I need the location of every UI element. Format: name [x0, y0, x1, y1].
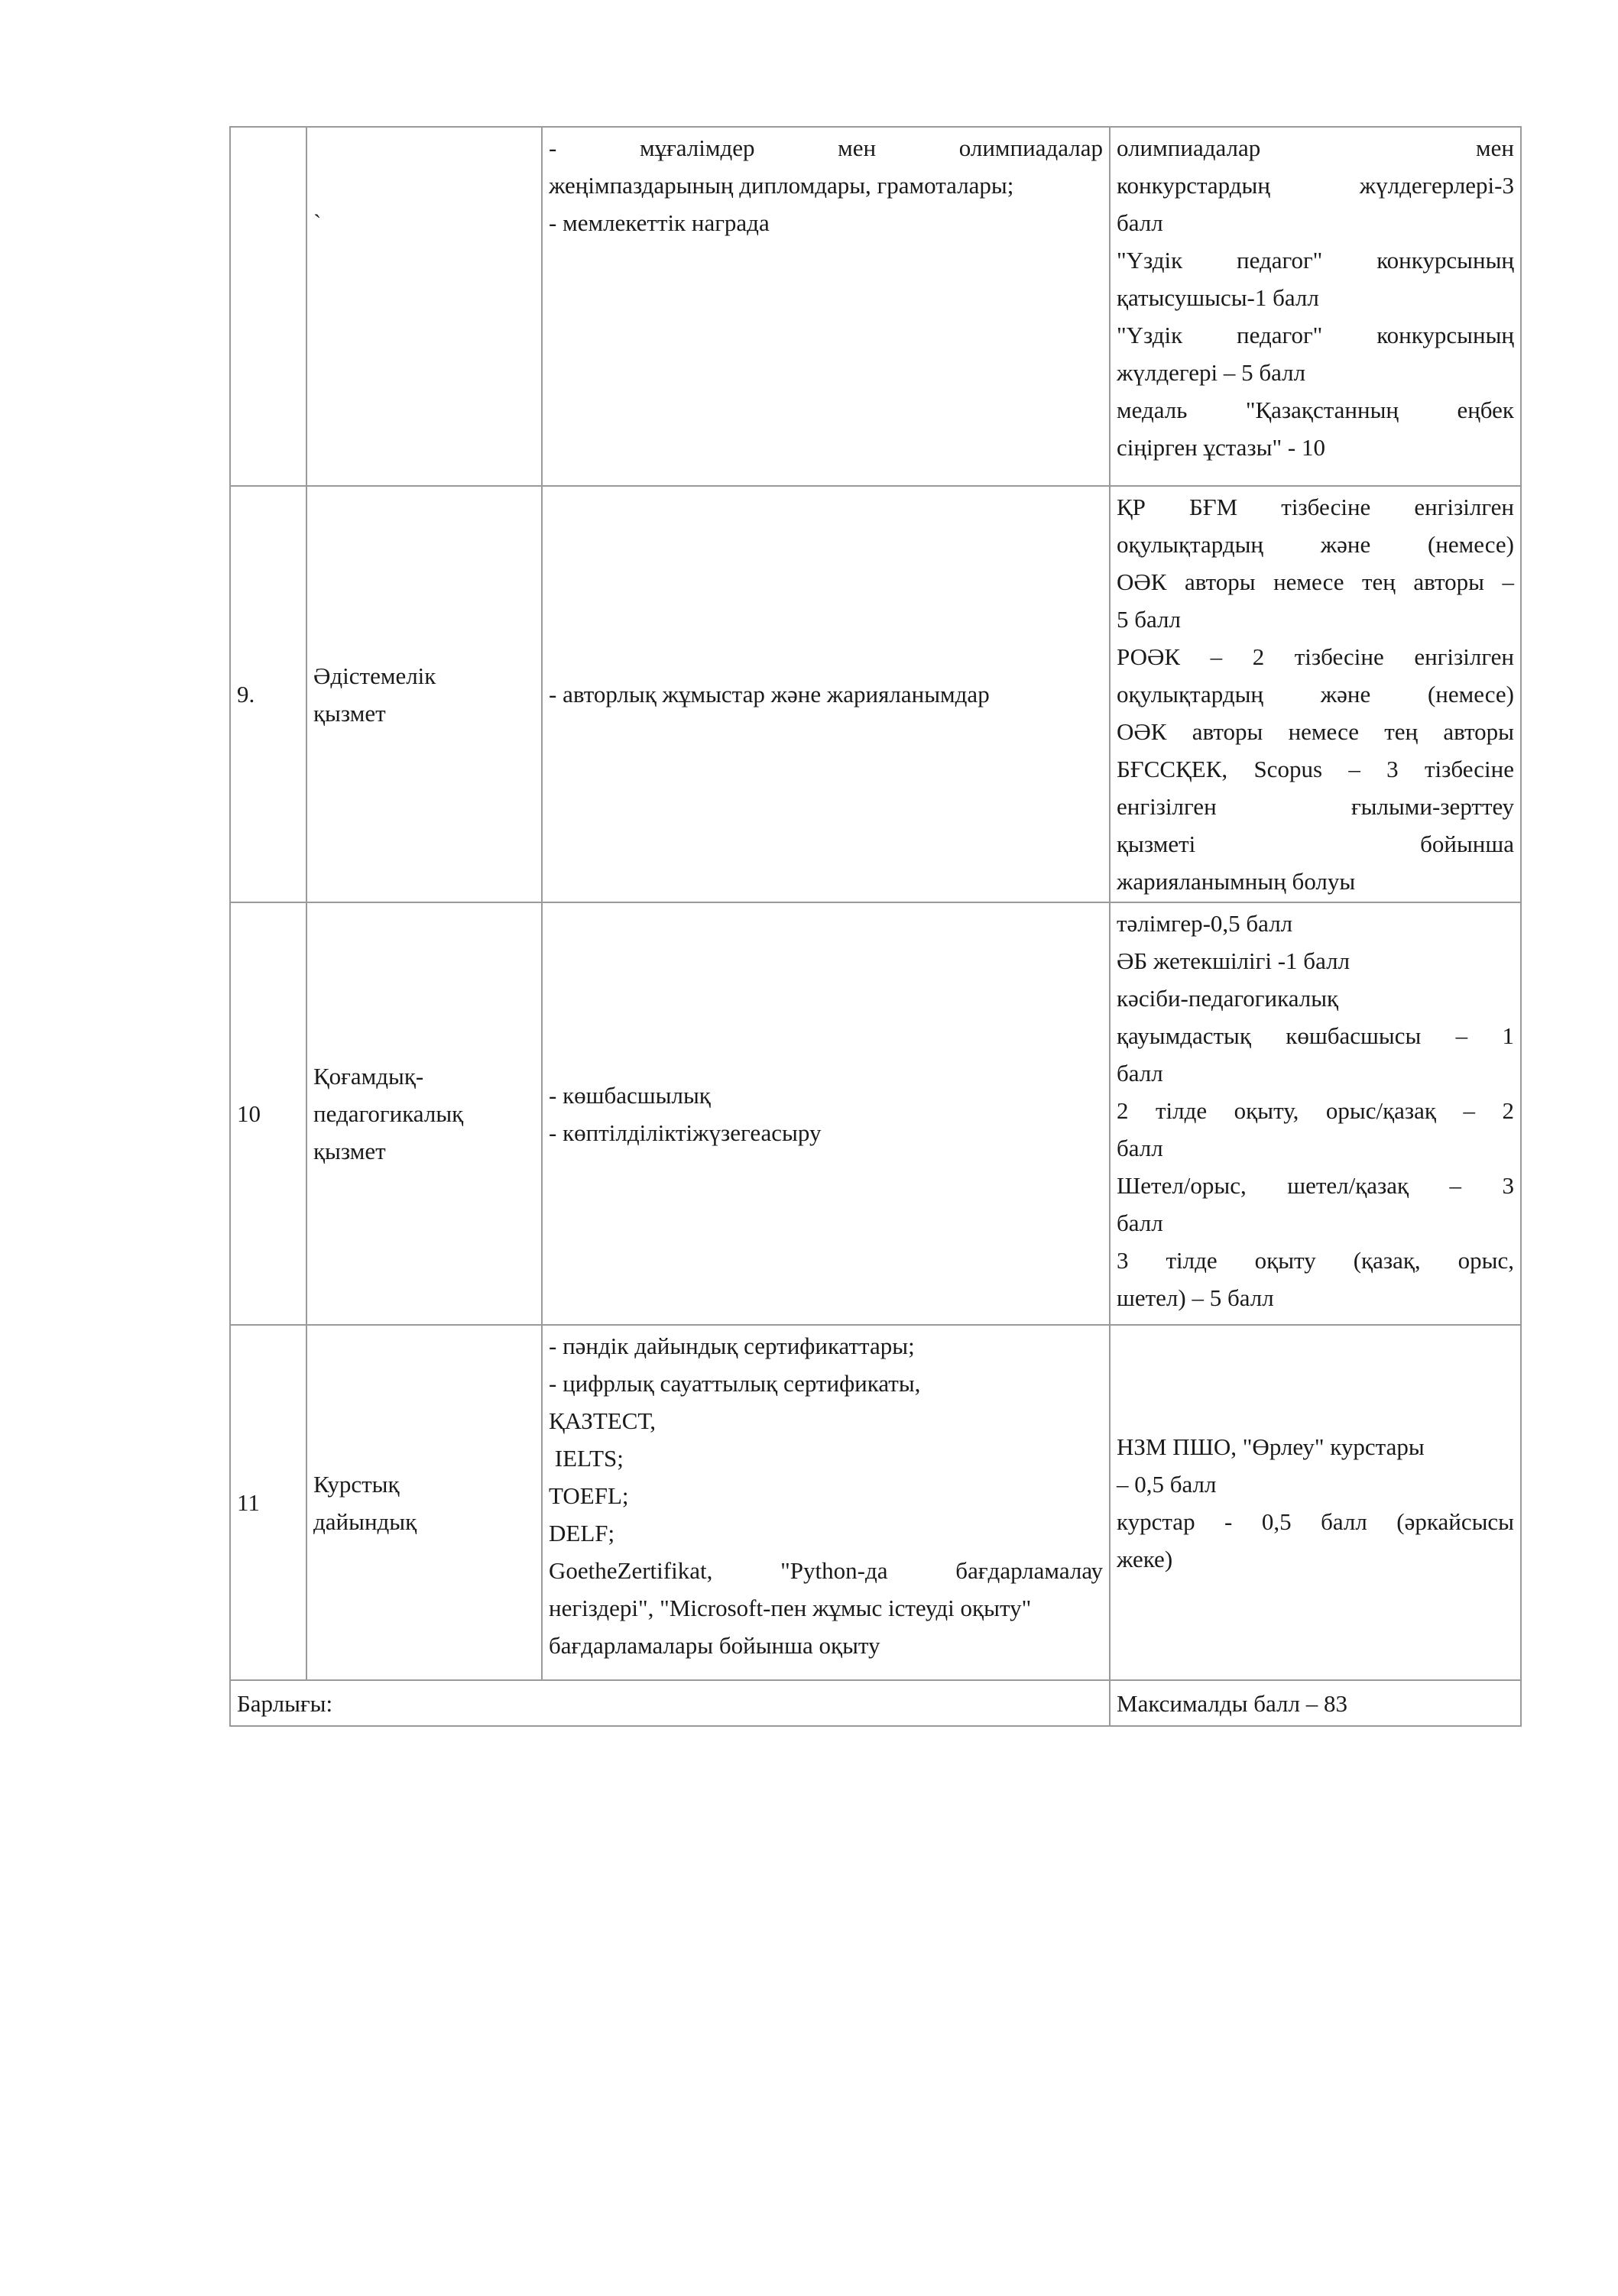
indicator-line: - мемлекеттік награда — [549, 209, 770, 236]
criterion-line: Әдістемелік — [313, 662, 436, 689]
points-line: олимпиадалар мен — [1117, 134, 1514, 161]
criterion-line: ` — [313, 209, 322, 236]
points-line: жарияланымның болуы — [1117, 868, 1356, 895]
points-line: 5 балл — [1117, 606, 1181, 633]
indicator-line: DELF; — [549, 1520, 615, 1546]
points-cell — [1110, 127, 1521, 486]
row-number: 10 — [237, 1100, 261, 1127]
points-line: ОӘК авторы немесе тең авторы — [1117, 718, 1514, 745]
points-line: қауымдастық көшбасшысы – 1 — [1117, 1022, 1514, 1049]
indicator-line: жеңімпаздарының дипломдары, грамоталары; — [549, 172, 1014, 199]
points-line: 3 тілде оқыту (қазақ, орыс, — [1117, 1247, 1514, 1274]
points-line: қатысушысы-1 балл — [1117, 284, 1319, 311]
points-line: балл — [1117, 1135, 1163, 1161]
indicator-line: - пәндік дайындық сертификаттары; — [549, 1333, 915, 1359]
indicators-cell — [542, 902, 1110, 1325]
row-number: 9. — [237, 681, 255, 708]
criterion-cell — [306, 902, 542, 1325]
criterion-line: педагогикалық — [313, 1100, 464, 1127]
points-line: "Үздік педагог" конкурсының — [1117, 322, 1514, 348]
points-line: БҒССҚЕК, Scopus – 3 тізбесіне — [1117, 756, 1514, 782]
indicator-line: - авторлық жұмыстар және жарияланымдар — [549, 681, 990, 708]
points-line: тәлімгер-0,5 балл — [1117, 910, 1293, 937]
indicator-line: бағдарламалары бойынша оқыту — [549, 1632, 880, 1659]
indicator-line: GoetheZertifikat, "Python-да бағдарламалау — [549, 1557, 1103, 1584]
criterion-line: Қоғамдық- — [313, 1063, 424, 1090]
points-line: қызметі бойынша — [1117, 831, 1514, 857]
table-row — [230, 486, 1521, 902]
points-line: балл — [1117, 1060, 1163, 1086]
indicator-line: - көптілділіктіжүзегеасыру — [549, 1119, 822, 1146]
criterion-cell — [306, 127, 542, 486]
indicators-cell — [542, 1325, 1110, 1680]
criterion-cell — [306, 1325, 542, 1680]
total-label: Барлығы: — [237, 1689, 333, 1717]
criterion-line: қызмет — [313, 699, 386, 727]
points-line: оқулықтардың және (немесе) — [1117, 531, 1514, 558]
criterion-cell — [306, 486, 542, 902]
points-line: курстар - 0,5 балл (әркайсысы — [1117, 1507, 1514, 1535]
points-line: РОӘК – 2 тізбесіне енгізілген — [1117, 643, 1514, 670]
criteria-table — [229, 126, 1522, 1727]
criterion-line: Курстық — [313, 1470, 400, 1498]
points-line: балл — [1117, 1210, 1163, 1236]
indicators-cell — [542, 486, 1110, 902]
table-row — [230, 1325, 1521, 1680]
points-line: медаль "Қазақстанның еңбек — [1117, 397, 1514, 423]
points-line: "Үздік педагог" конкурсының — [1117, 247, 1514, 274]
criterion-line: қызмет — [313, 1138, 386, 1164]
row-number: 11 — [237, 1489, 260, 1516]
points-line: балл — [1117, 209, 1163, 236]
points-line: жүлдегері – 5 балл — [1117, 359, 1306, 386]
total-value-cell — [1110, 1680, 1521, 1726]
total-row — [230, 1680, 1521, 1726]
row-number-cell — [230, 902, 306, 1325]
table-row — [230, 902, 1521, 1325]
points-line: сіңірген ұстазы" - 10 — [1117, 434, 1325, 461]
table-row — [230, 127, 1521, 486]
points-cell — [1110, 486, 1521, 902]
indicator-line: негіздері", "Microsoft-пен жұмыс істеуді оқыту" — [549, 1595, 1032, 1621]
points-line: Шетел/орыс, шетел/қазақ – 3 — [1117, 1172, 1514, 1199]
points-line: НЗМ ПШО, "Өрлеу" курстары — [1117, 1433, 1425, 1460]
points-line: 2 тілде оқыту, орыс/қазақ – 2 — [1117, 1097, 1514, 1124]
points-line: жеке) — [1117, 1545, 1173, 1572]
row-number-cell — [230, 127, 306, 486]
row-number-cell — [230, 1325, 306, 1680]
total-label-cell — [230, 1680, 1110, 1726]
points-line: шетел) – 5 балл — [1117, 1284, 1274, 1311]
total-value: Максималды балл – 83 — [1117, 1689, 1347, 1717]
indicator-line: - мұғалімдер мен олимпиадалар — [549, 134, 1103, 161]
points-line: енгізілген ғылыми-зерттеу — [1117, 793, 1514, 820]
criterion-line: дайындық — [313, 1507, 417, 1535]
indicator-line: - цифрлық сауаттылық сертификаты, — [549, 1370, 921, 1397]
points-line: ҚР БҒМ тізбесіне енгізілген — [1117, 494, 1514, 520]
row-number-cell — [230, 486, 306, 902]
points-cell — [1110, 902, 1521, 1325]
indicator-line: ҚАЗТЕСТ, — [549, 1407, 656, 1434]
points-line: ӘБ жетекшілігі -1 балл — [1117, 947, 1350, 974]
indicator-line: TOEFL; — [549, 1482, 629, 1509]
indicators-cell — [542, 127, 1110, 486]
points-line: кәсіби-педагогикалық — [1117, 985, 1339, 1012]
points-line: конкурстардың жүлдегерлері-3 — [1117, 172, 1514, 199]
points-line: оқулықтардың және (немесе) — [1117, 681, 1514, 708]
points-line: – 0,5 балл — [1117, 1470, 1217, 1498]
points-line: ОӘК авторы немесе тең авторы – — [1117, 568, 1514, 595]
indicator-line: - көшбасшылық — [549, 1081, 711, 1109]
points-cell — [1110, 1325, 1521, 1680]
indicator-line: IELTS; — [549, 1445, 624, 1472]
